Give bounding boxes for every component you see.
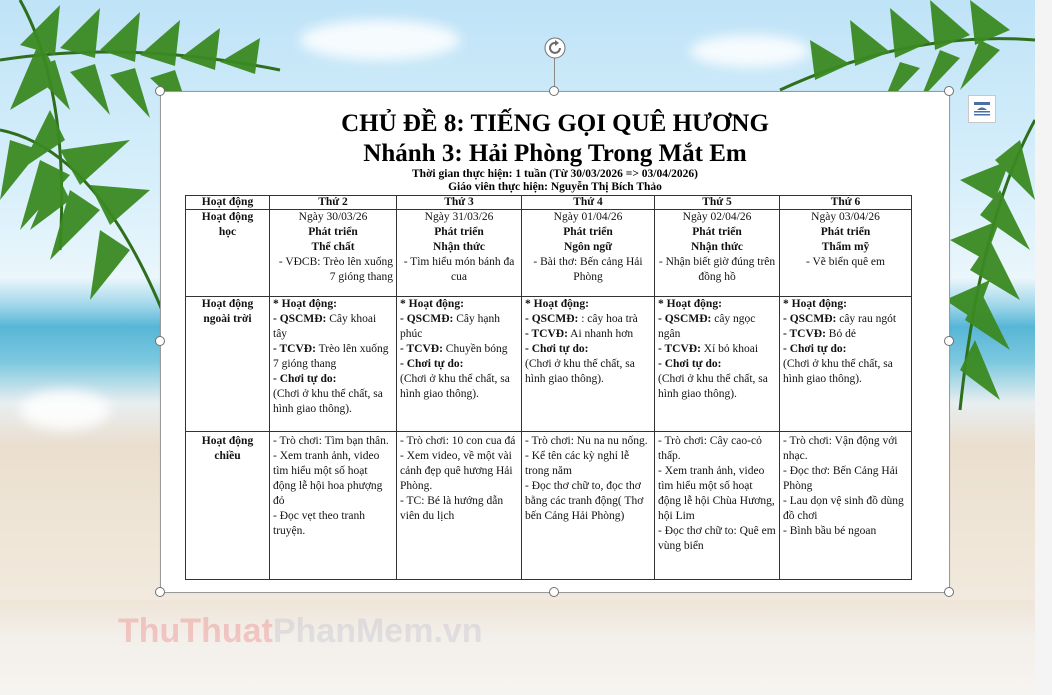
table-header: Thứ 5 [655, 196, 780, 210]
watermark: ThuThuatPhanMem.vn [118, 612, 483, 650]
layout-options-icon [969, 96, 995, 122]
table-cell: * Hoạt động: - QSCMĐ: Cây hạnh phúc - TCVĐ: Chuyền bóng - Chơi tự do: (Chơi ở khu thể chất, sa hình giao thông). [397, 297, 522, 432]
table-cell: * Hoạt động: - QSCMĐ: : cây hoa trà - TCVĐ: Ai nhanh hơn - Chơi tự do: (Chơi ở khu thể chất, sa hình giao thông). [522, 297, 655, 432]
table-cell: - Trò chơi: Nu na nu nống. - Kể tên các kỳ nghỉ lễ trong năm - Đọc thơ chữ to, đọc thơ bằng các tranh động( Thơ bến Cảng Hải Phòng) [522, 432, 655, 580]
row-label: Hoạt động chiều [186, 432, 270, 580]
table-cell: Ngày 02/04/26 Phát triển Nhận thức - Nhận biết giờ đúng trên đồng hồ [655, 210, 780, 297]
document-title: CHỦ ĐỀ 8: TIẾNG GỌI QUÊ HƯƠNG [341, 110, 769, 137]
resize-handle-bottom[interactable] [549, 587, 559, 597]
row-label: Hoạt động học [186, 210, 270, 297]
table-cell: Ngày 30/03/26 Phát triển Thể chất - VĐCB: Trèo lên xuống 7 gióng thang [270, 210, 397, 297]
resize-handle-top[interactable] [549, 86, 559, 96]
table-row-chieu [186, 432, 912, 580]
table-row-hoc [186, 210, 912, 297]
table-cell: * Hoạt động: - QSCMĐ: cây ngọc ngân - TCVĐ: Xỉ bỏ khoai - Chơi tự do: (Chơi ở khu thể chất, sa hình giao thông). [655, 297, 780, 432]
table-cell: - Trò chơi: 10 con cua đá - Xem video, về một vài cảnh đẹp quê hương Hải Phòng. - TC: Bé là hướng dẫn viên du lịch [397, 432, 522, 580]
table-header: Thứ 3 [397, 196, 522, 210]
table-header: Hoạt động [186, 196, 270, 210]
table-header-row [186, 196, 912, 210]
wave-foam [20, 390, 110, 430]
resize-handle-bottom-right[interactable] [944, 587, 954, 597]
table-cell: Ngày 03/04/26 Phát triển Thẩm mỹ - Vẽ biển quê em [780, 210, 912, 297]
table-cell: * Hoạt động: - QSCMĐ: cây rau ngót - TCVĐ: Bỏ dẻ - Chơi tự do: (Chơi ở khu thể chất, sa hình giao thông). [780, 297, 912, 432]
resize-handle-left[interactable] [155, 336, 165, 346]
resize-handle-top-right[interactable] [944, 86, 954, 96]
table-header: Thứ 6 [780, 196, 912, 210]
table-cell: Ngày 31/03/26 Phát triển Nhận thức - Tìm hiểu món bánh đa cua [397, 210, 522, 297]
table-cell: - Trò chơi: Vận động với nhạc. - Đọc thơ: Bến Cảng Hải Phòng - Lau dọn vệ sinh đồ dùng đồ chơi - Bình bầu bé ngoan [780, 432, 912, 580]
document-subtitle: Nhánh 3: Hải Phòng Trong Mắt Em [363, 140, 747, 167]
row-label: Hoạt động ngoài trời [186, 297, 270, 432]
table-cell: - Trò chơi: Cây cao-cỏ thấp. - Xem tranh ảnh, video tìm hiểu một số hoạt động lễ hội Chùa Hương, hội Lim - Đọc thơ chữ to: Quê em vùng biển [655, 432, 780, 580]
resize-handle-top-left[interactable] [155, 86, 165, 96]
table-header: Thứ 4 [522, 196, 655, 210]
table-cell: - Trò chơi: Tìm bạn thân. - Xem tranh ảnh, video tìm hiểu một số hoạt động lễ hội hoa phượng đỏ - Đọc vẹt theo tranh truyện. [270, 432, 397, 580]
resize-handle-right[interactable] [944, 336, 954, 346]
rotate-handle-icon[interactable] [543, 36, 567, 60]
table-header: Thứ 2 [270, 196, 397, 210]
table-cell: Ngày 01/04/26 Phát triển Ngôn ngữ - Bài thơ: Bến cảng Hải Phòng [522, 210, 655, 297]
cloud [300, 20, 460, 60]
teacher-line: Giáo viên thực hiện: Nguyễn Thị Bích Thảo [448, 181, 662, 193]
scroll-gutter [1035, 0, 1052, 695]
schedule-table [185, 195, 912, 580]
resize-handle-bottom-left[interactable] [155, 587, 165, 597]
layout-options-button[interactable] [968, 95, 996, 123]
table-cell: * Hoạt động: - QSCMĐ: Cây khoai tây - TCVĐ: Trèo lên xuống 7 gióng thang - Chơi tự do: (Chơi ở khu thể chất, sa hình giao thông). [270, 297, 397, 432]
time-line: Thời gian thực hiện: 1 tuần (Từ 30/03/2026 => 03/04/2026) [412, 168, 698, 180]
table-row-ngoai-troi [186, 297, 912, 432]
